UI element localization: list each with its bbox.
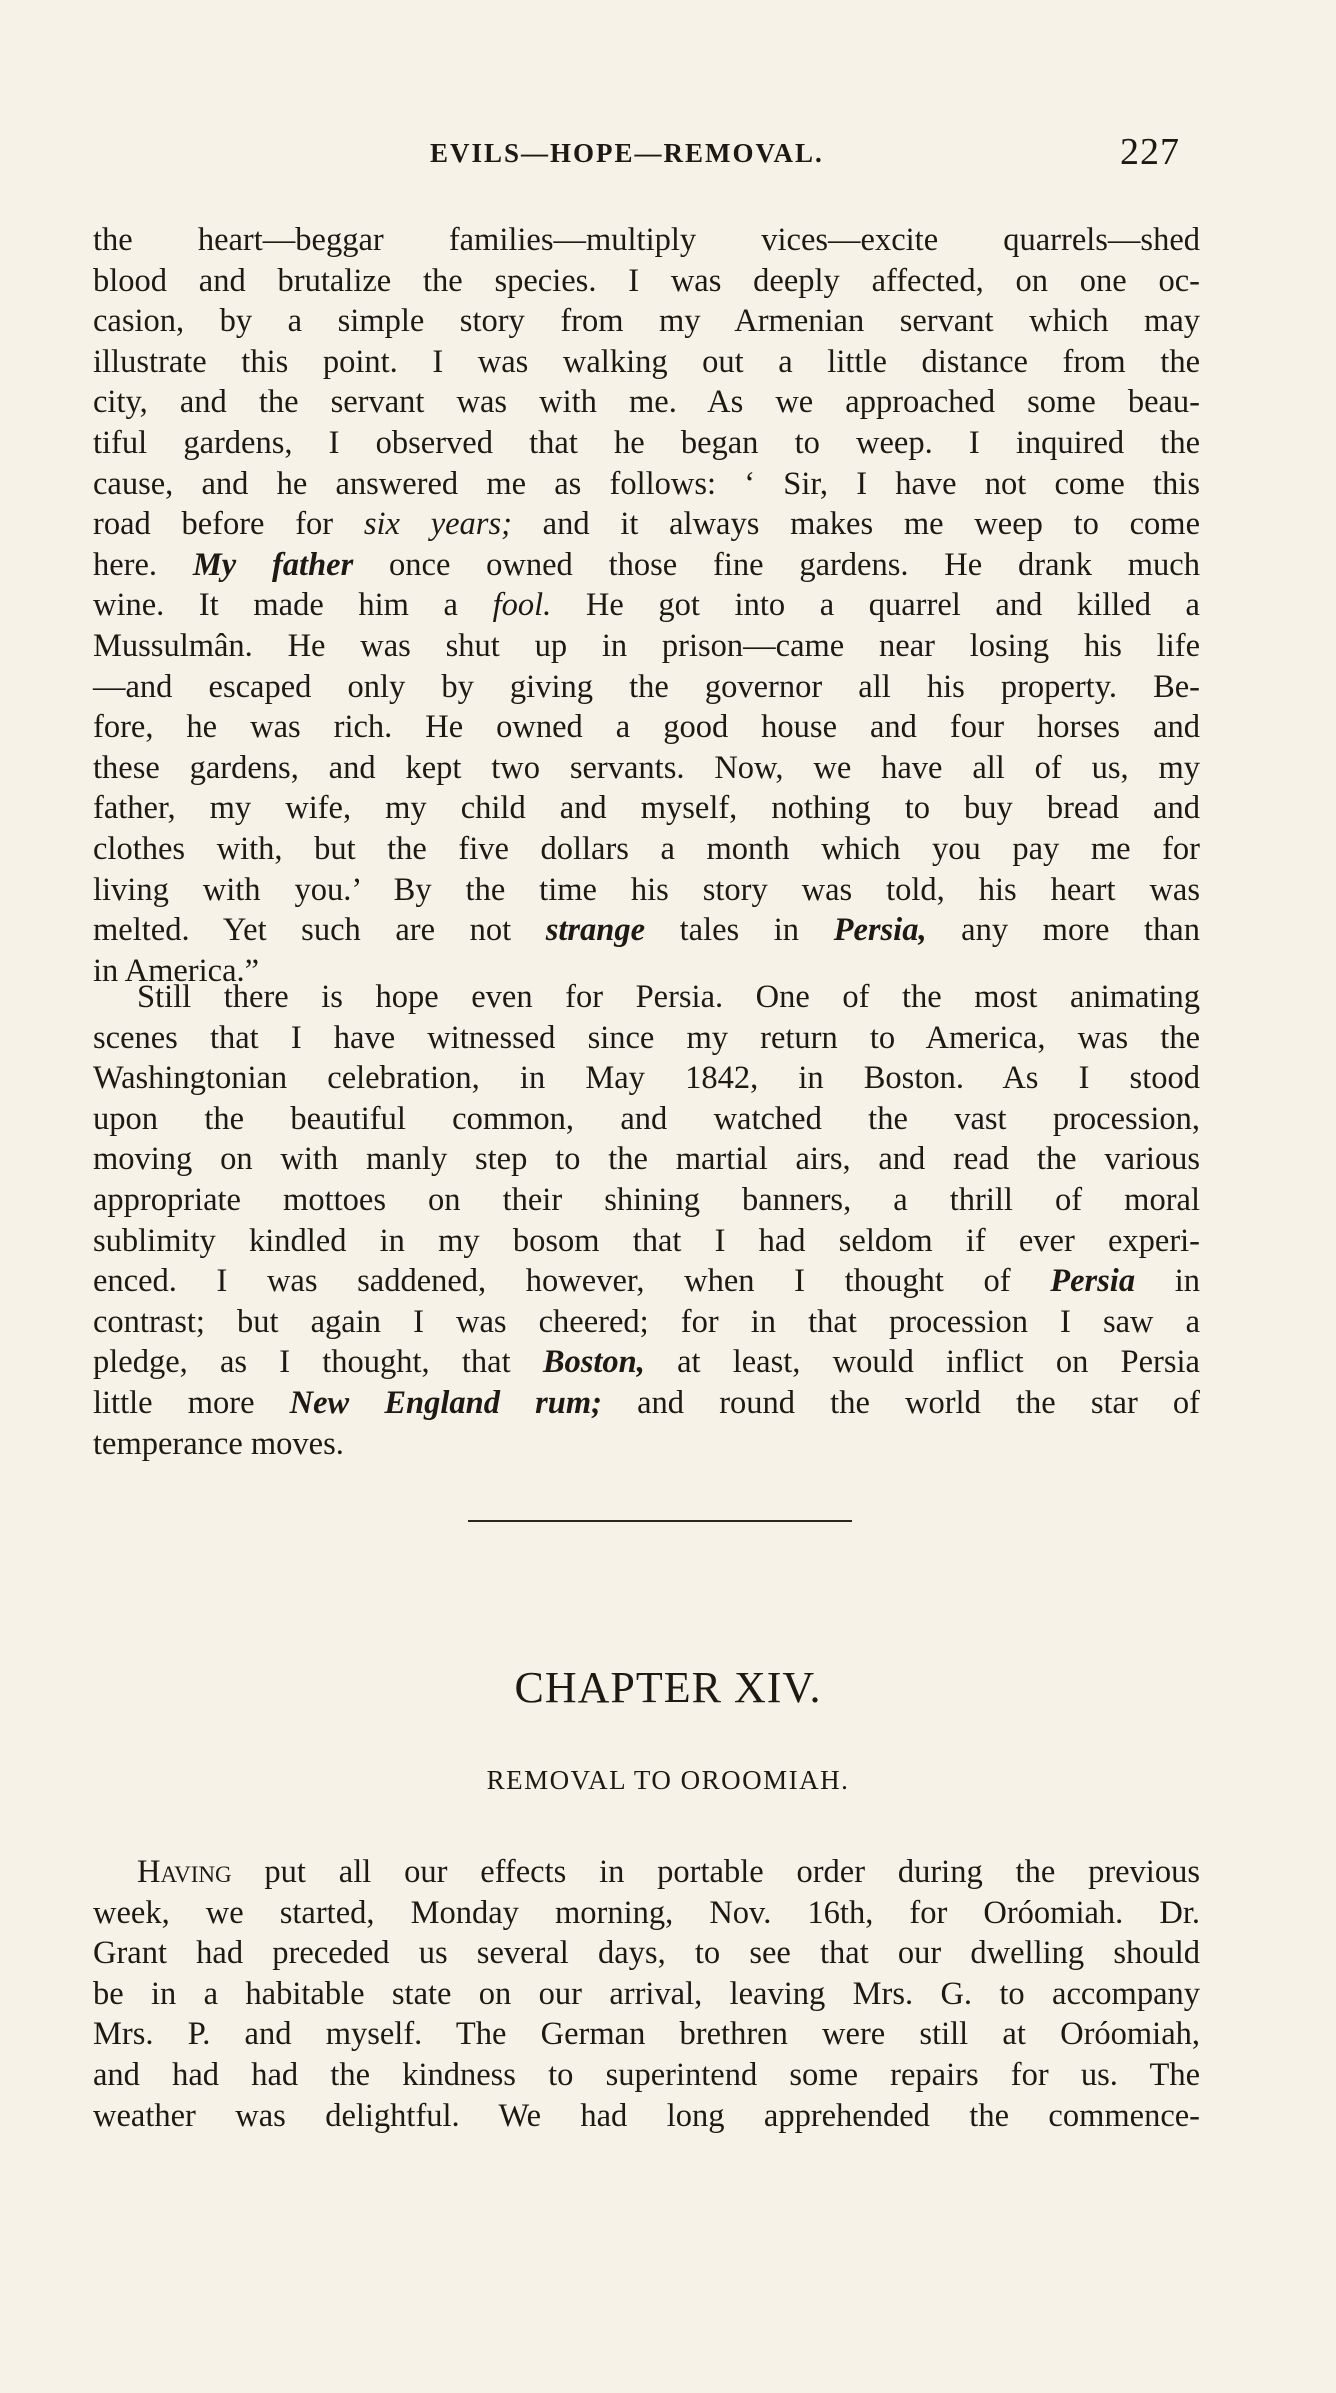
text-line: these gardens, and kept two servants. Now, we have all of us, my xyxy=(93,749,1200,786)
text-line xyxy=(93,910,1200,951)
paragraph-2 xyxy=(93,977,1200,1464)
text-run: melted. Yet such are not xyxy=(93,912,546,949)
text-line: sublimity kindled in my bosom that I had seldom if ever experi- xyxy=(93,1222,1200,1259)
italic-text: strange xyxy=(545,912,646,949)
text-run: in xyxy=(1135,1263,1200,1300)
text-run: once owned those fine gardens. He drank much xyxy=(353,546,1200,583)
text-line: in America.” xyxy=(93,952,260,989)
text-run: at least, would inflict on Persia xyxy=(644,1344,1200,1381)
text-line: blood and brutalize the species. I was deeply affected, on one oc- xyxy=(93,262,1200,299)
text-line xyxy=(93,1852,1200,1893)
text-run: and it always makes me weep to come xyxy=(511,506,1201,543)
text-line xyxy=(93,1261,1200,1302)
chapter-title: CHAPTER XIV. xyxy=(514,1663,822,1712)
text-line: Mrs. P. and myself. The German brethren were still at Oróomiah, xyxy=(93,2016,1200,2053)
text-line: the heart—beggar families—multiply vices—excite quarrels—shed xyxy=(93,222,1200,258)
text-line: appropriate mottoes on their shining banners, a thrill of moral xyxy=(93,1181,1200,1218)
text-line xyxy=(93,504,1200,545)
text-line: clothes with, but the five dollars a month which you pay me for xyxy=(93,830,1200,867)
text-line: moving on with manly step to the martial airs, and read the various xyxy=(93,1141,1200,1178)
text-line: fore, he was rich. He owned a good house and four horses and xyxy=(93,709,1200,746)
text-line: and had had the kindness to superintend some repairs for us. The xyxy=(93,2056,1200,2093)
text-line xyxy=(93,585,1200,626)
text-run: pledge, as I thought, that xyxy=(93,1344,543,1381)
italic-text: fool. xyxy=(492,587,552,624)
text-line: Washingtonian celebration, in May 1842, in Boston. As I stood xyxy=(93,1060,1200,1097)
text-run: He got into a quarrel and killed a xyxy=(551,587,1200,624)
chapter-subtitle: REMOVAL TO OROOMIAH. xyxy=(486,1765,850,1795)
paragraph-1 xyxy=(93,220,1200,991)
text-line xyxy=(93,1383,1200,1424)
text-line: contrast; but again I was cheered; for in that procession I saw a xyxy=(93,1303,1200,1340)
text-line: tiful gardens, I observed that he began to weep. I inquired the xyxy=(93,424,1200,461)
italic-text: My father xyxy=(192,546,354,583)
text-run: here. xyxy=(93,546,193,583)
text-line: —and escaped only by giving the governor all his property. Be- xyxy=(93,668,1200,705)
text-line: temperance moves. xyxy=(93,1425,344,1462)
text-run: any more than xyxy=(926,912,1200,949)
text-line: city, and the servant was with me. As we approached some beau- xyxy=(93,384,1200,421)
page-number: 227 xyxy=(1120,131,1180,173)
italic-text: six years; xyxy=(363,506,512,543)
text-run: and round the world the star of xyxy=(601,1384,1200,1421)
text-line: cause, and he answered me as follows: ‘ Sir, I have not come this xyxy=(93,465,1200,502)
text-run: road before for xyxy=(93,506,364,543)
text-line xyxy=(93,545,1200,586)
text-line: Still there is hope even for Persia. One of the most animating xyxy=(137,979,1200,1015)
text-line xyxy=(93,1342,1200,1383)
text-run: little more xyxy=(93,1384,290,1421)
text-run: put all our effects in portable order during the previous xyxy=(231,1854,1200,1890)
text-line: Grant had preceded us several days, to see that our dwelling should xyxy=(93,1935,1200,1972)
text-line: upon the beautiful common, and watched the vast procession, xyxy=(93,1100,1200,1137)
text-line: casion, by a simple story from my Armenian servant which may xyxy=(93,303,1200,340)
text-line: father, my wife, my child and myself, nothing to buy bread and xyxy=(93,790,1200,827)
section-divider xyxy=(468,1520,852,1522)
text-line: be in a habitable state on our arrival, leaving Mrs. G. to accompany xyxy=(93,1975,1200,2012)
text-run: enced. I was saddened, however, when I thought of xyxy=(93,1263,1051,1300)
running-title: EVILS—HOPE—REMOVAL. xyxy=(430,138,824,168)
text-line: living with you.’ By the time his story was told, his heart was xyxy=(93,871,1200,908)
italic-text: New England rum; xyxy=(289,1384,602,1421)
text-run: tales in xyxy=(645,912,834,949)
text-line: Mussulmân. He was shut up in prison—came near losing his life xyxy=(93,627,1200,664)
text-line: scenes that I have witnessed since my return to America, was the xyxy=(93,1019,1200,1056)
text-line: weather was delightful. We had long apprehended the commence- xyxy=(93,2097,1200,2134)
paragraph-3 xyxy=(93,1852,1200,2177)
text-line: week, we started, Monday morning, Nov. 16th, for Oróomiah. Dr. xyxy=(93,1894,1200,1931)
italic-text: Persia, xyxy=(833,912,927,949)
text-line: illustrate this point. I was walking out a little distance from the xyxy=(93,343,1200,380)
text-run: wine. It made him a xyxy=(93,587,493,624)
italic-text: Persia xyxy=(1050,1263,1136,1300)
italic-text: Boston, xyxy=(542,1344,645,1381)
drop-word: Having xyxy=(137,1854,232,1890)
text-line xyxy=(93,2136,1200,2177)
